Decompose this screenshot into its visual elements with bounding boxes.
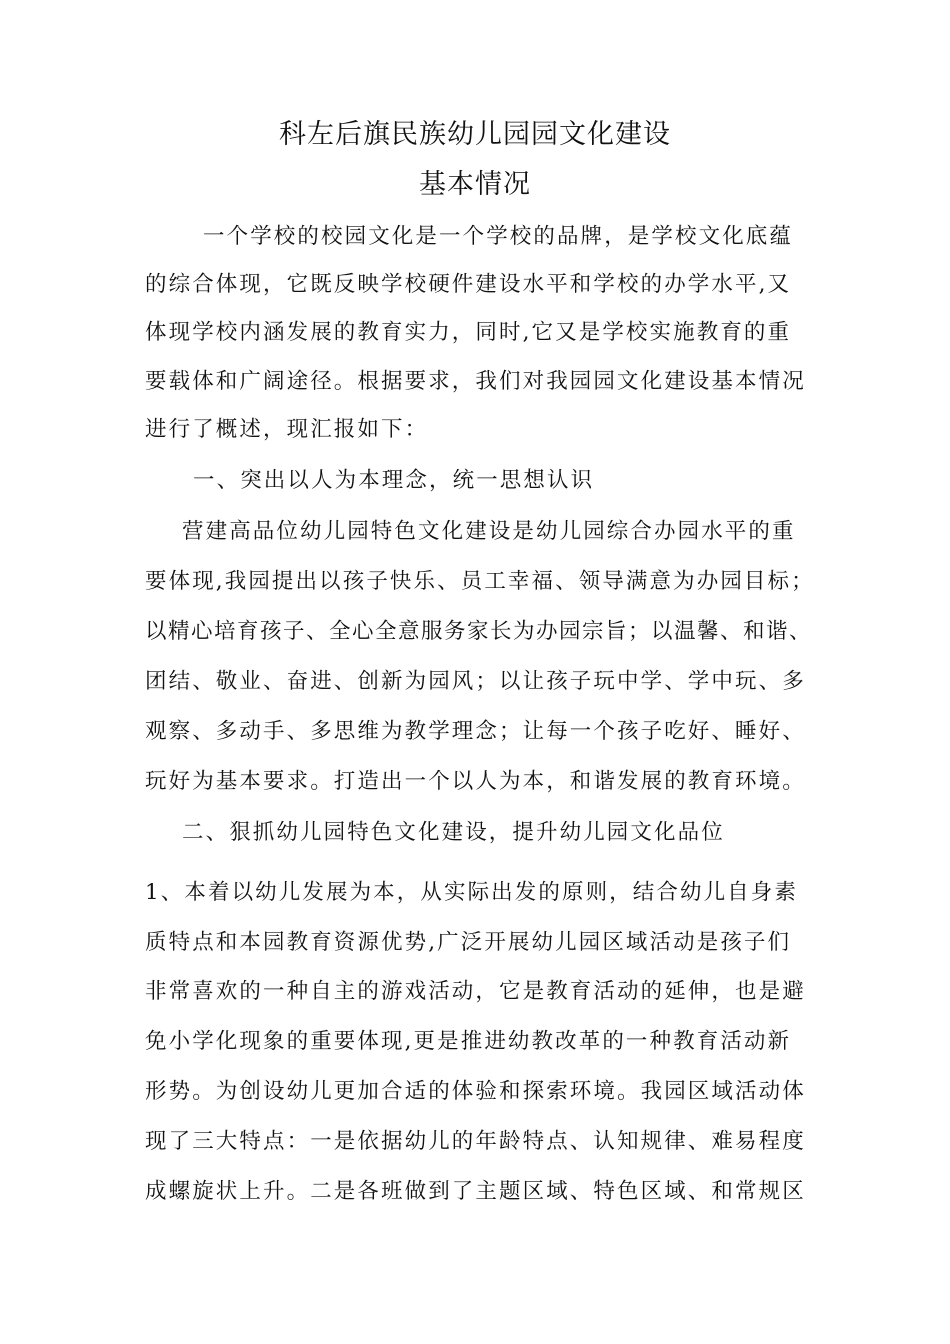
- paragraph-section1-line-3: 以精心培育孩子、全心全意服务家长为办园宗旨；以温馨、和谐、: [145, 619, 813, 644]
- paragraph-section2-line-7: 成螺旋状上升。二是各班做到了主题区域、特色区域、和常规区: [145, 1179, 806, 1204]
- paragraph-section2-line-2: 质特点和本园教育资源优势,广泛开展幼儿园区域活动是孩子们: [145, 930, 792, 955]
- paragraph-section1-line-6: 玩好为基本要求。打造出一个以人为本，和谐发展的教育环境。: [145, 769, 806, 794]
- document-title-line-2: 基本情况: [419, 169, 531, 200]
- paragraph-section2-line-5: 形势。为创设幼儿更加合适的体验和探索环境。我园区域活动体: [145, 1079, 806, 1104]
- paragraph-section2-line-4: 免小学化现象的重要体现,更是推进幼教改革的一种教育活动新: [145, 1029, 792, 1054]
- paragraph-section1-line-5: 观察、多动手、多思维为教学理念；让每一个孩子吃好、睡好、: [145, 719, 806, 744]
- section-heading-2: 二、狠抓幼儿园特色文化建设，提升幼儿园文化品位: [182, 820, 725, 845]
- section-heading-1: 一、突出以人为本理念，统一思想认识: [193, 468, 595, 493]
- paragraph-intro-line-1: 一个学校的校园文化是一个学校的品牌，是学校文化底蕴: [203, 224, 794, 249]
- paragraph-section2-line-3: 非常喜欢的一种自主的游戏活动，它是教育活动的延伸，也是避: [145, 979, 806, 1004]
- paragraph-section2-line-1: 1、本着以幼儿发展为本，从实际出发的原则，结合幼儿自身素: [145, 880, 798, 905]
- paragraph-intro-line-2: 的综合体现，它既反映学校硬件建设水平和学校的办学水平,又: [145, 272, 792, 297]
- paragraph-intro-line-4: 要载体和广阔途径。根据要求，我们对我园园文化建设基本情况: [145, 369, 806, 394]
- paragraph-intro-line-5: 进行了概述，现汇报如下：: [145, 417, 429, 442]
- paragraph-section1-line-4: 团结、敬业、奋进、创新为园风；以让孩子玩中学、学中玩、多: [145, 669, 806, 694]
- paragraph-section1-line-2: 要体现,我园提出以孩子快乐、员工幸福、领导满意为办园目标；: [145, 569, 815, 594]
- paragraph-section1-line-1: 营建高品位幼儿园特色文化建设是幼儿园综合办园水平的重: [182, 519, 796, 544]
- document-title-line-1: 科左后旗民族幼儿园园文化建设: [279, 119, 671, 150]
- paragraph-section2-line-6: 现了三大特点：一是依据幼儿的年龄特点、认知规律、难易程度: [145, 1129, 806, 1154]
- paragraph-intro-line-3: 体现学校内涵发展的教育实力，同时,它又是学校实施教育的重: [145, 320, 792, 345]
